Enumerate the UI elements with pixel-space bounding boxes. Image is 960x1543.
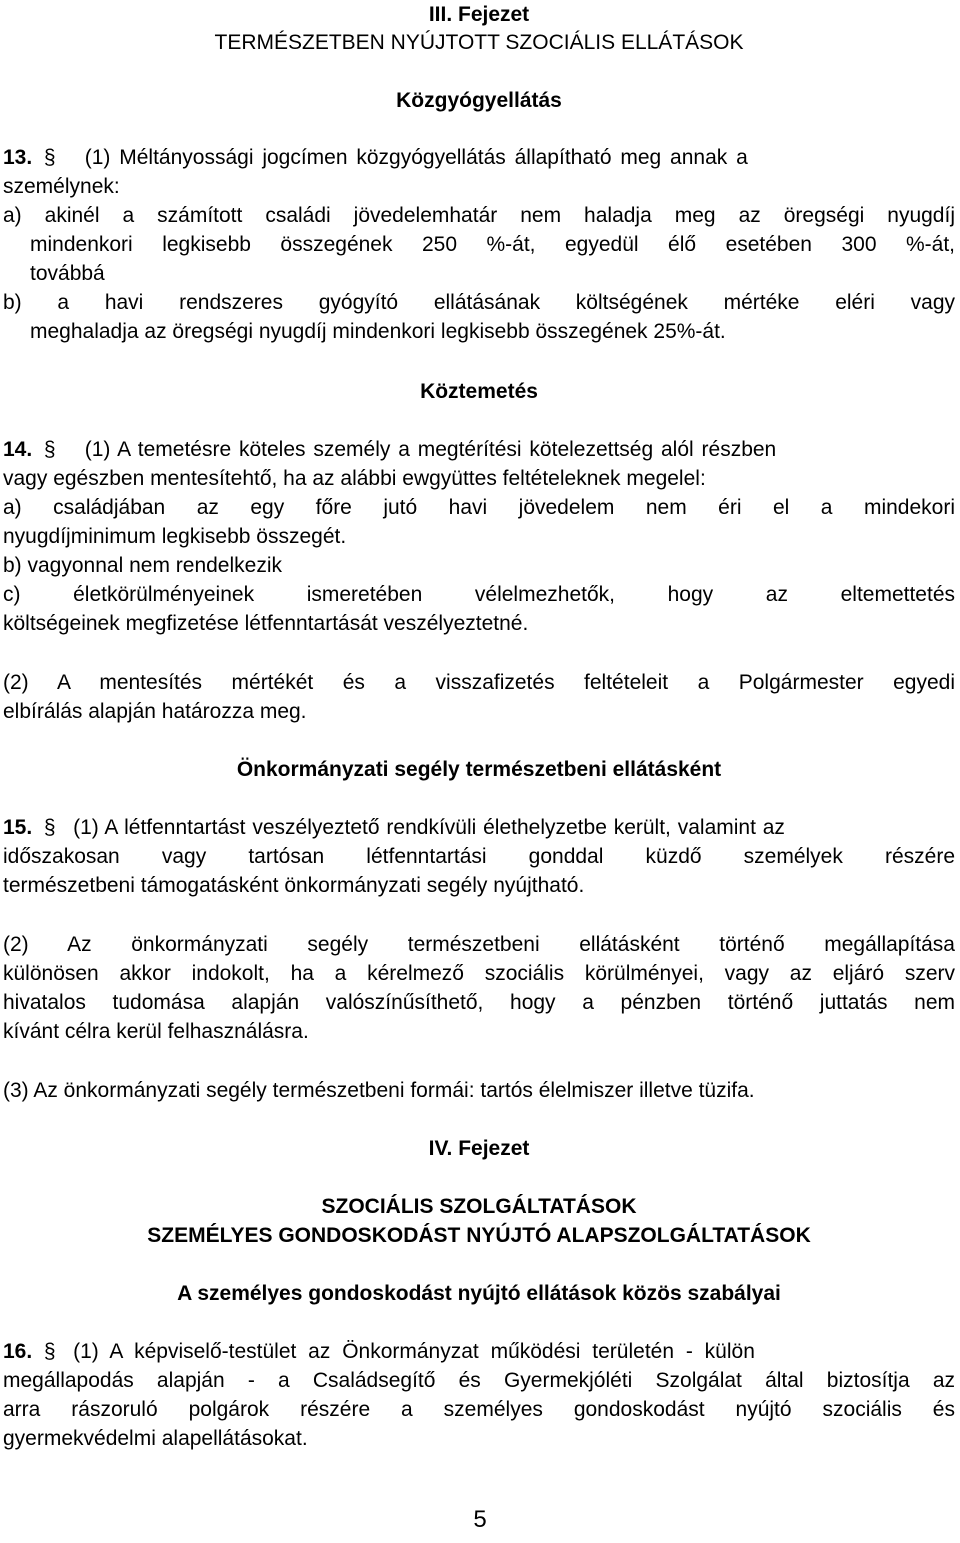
paragraph-line: különösen akkor indokolt, ha a kérelmező szociális körülményei, vagy az eljáró szerv	[3, 962, 955, 985]
paragraph-line: b) a havi rendszeres gyógyító ellátásának költségének mértéke eléri vagy	[3, 291, 955, 314]
paragraph-line: a) akinél a számított családi jövedelemhatár nem haladja meg az öregségi nyugdíj	[3, 204, 955, 227]
paragraph-line: arra rászoruló polgárok részére a személyes gondoskodást nyújtó szociális és	[3, 1398, 955, 1421]
paragraph-line: (2) A mentesítés mértékét és a visszafizetés feltételeit a Polgármester egyedi	[3, 671, 955, 694]
section-sign: §	[43, 146, 56, 169]
section-number: 15.	[3, 816, 33, 839]
paragraph-line: gyermekvédelmi alapellátásokat.	[3, 1427, 308, 1450]
paragraph-line: c) életkörülményeinek ismeretében vélelmezhetők, hogy az eltemettetés	[3, 583, 955, 606]
page-number: 5	[473, 1506, 487, 1533]
section-number: 16.	[3, 1340, 33, 1363]
section-heading: Önkormányzati segély természetbeni ellátásként	[236, 758, 722, 781]
paragraph-text: (1) Méltányossági jogcímen közgyógyellátás állapítható meg annak a	[84, 146, 748, 169]
paragraph-line: b) vagyonnal nem rendelkezik	[3, 554, 282, 577]
paragraph-line: a) családjában az egy főre jutó havi jövedelem nem éri el a mindekori	[3, 496, 955, 519]
chapter-title: SZOCIÁLIS SZOLGÁLTATÁSOK	[321, 1195, 637, 1218]
chapter-title: TERMÉSZETBEN NYÚJTOTT SZOCIÁLIS ELLÁTÁSOK	[214, 31, 744, 54]
paragraph-line: meghaladja az öregségi nyugdíj mindenkori legkisebb összegének 25%-át.	[30, 320, 726, 343]
section-sign: §	[43, 816, 56, 839]
paragraph-line: mindenkori legkisebb összegének 250 %-át, egyedül élő esetében 300 %-át,	[30, 233, 955, 256]
section-sign: §	[43, 438, 56, 461]
paragraph-line: személynek:	[3, 175, 120, 198]
chapter-subtitle: SZEMÉLYES GONDOSKODÁST NYÚJTÓ ALAPSZOLGÁLTATÁSOK	[147, 1224, 811, 1247]
paragraph-line	[3, 813, 955, 842]
section-heading: Köztemetés	[420, 380, 538, 403]
paragraph-line	[3, 143, 955, 172]
section-number: 13.	[3, 146, 33, 169]
paragraph-line: elbírálás alapján határozza meg.	[3, 700, 307, 723]
paragraph-text: (1) A létfenntartást veszélyeztető rendkívüli élethelyzetbe került, valamint az	[73, 816, 785, 839]
paragraph-line: megállapodás alapján - a Családsegítő és Gyermekjóléti Szolgálat által biztosítja az	[3, 1369, 955, 1392]
paragraph-line: (3) Az önkormányzati segély természetbeni formái: tartós élelmiszer illetve tüzifa.	[3, 1079, 755, 1102]
paragraph-text: (1) A temetésre köteles személy a megtérítési kötelezettség alól részben	[84, 438, 777, 461]
paragraph-line	[3, 1337, 955, 1366]
chapter-label: IV. Fejezet	[428, 1137, 530, 1160]
section-sign: §	[43, 1340, 56, 1363]
paragraph-line: kívánt célra kerül felhasználásra.	[3, 1020, 309, 1043]
paragraph-line: nyugdíjminimum legkisebb összegét.	[3, 525, 347, 548]
paragraph-line: hivatalos tudomása alapján valószínűsíthető, hogy a pénzben történő juttatás nem	[3, 991, 955, 1014]
paragraph-line: továbbá	[30, 262, 105, 285]
paragraph-line: időszakosan vagy tartósan létfenntartási gonddal küzdő személyek részére	[3, 845, 955, 868]
section-number: 14.	[3, 438, 33, 461]
paragraph-line: (2) Az önkormányzati segély természetbeni ellátásként történő megállapítása	[3, 933, 955, 956]
paragraph-line: természetbeni támogatásként önkormányzati segély nyújtható.	[3, 874, 585, 897]
paragraph-line: vagy egészben mentesítehtő, ha az alábbi ewgyüttes feltételeknek megelel:	[3, 467, 706, 490]
section-heading: Közgyógyellátás	[396, 89, 562, 112]
paragraph-text: (1) A képviselő-testület az Önkormányzat működési területén - külön	[73, 1340, 755, 1363]
paragraph-line: költségeinek megfizetése létfenntartását veszélyeztetné.	[3, 612, 529, 635]
section-heading: A személyes gondoskodást nyújtó ellátások közös szabályai	[177, 1282, 781, 1305]
chapter-label: III. Fejezet	[428, 3, 530, 26]
paragraph-line	[3, 435, 955, 464]
